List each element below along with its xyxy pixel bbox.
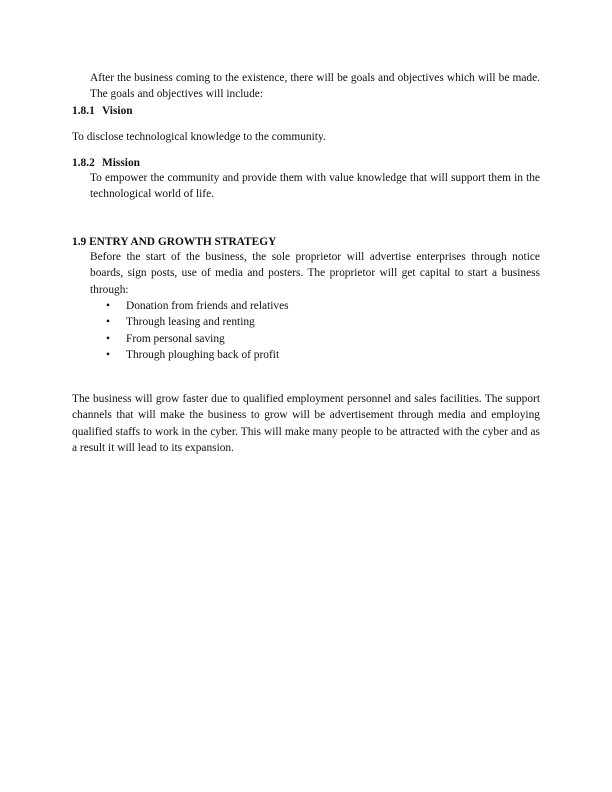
intro-paragraph: After the business coming to the existence, there will be goals and objectives which will be made. The goals and objectives will include: — [90, 72, 540, 101]
vision-text: To disclose technological knowledge to the community. — [72, 131, 326, 143]
vision-heading — [72, 103, 540, 119]
vision-number: 1.8.1 — [72, 105, 95, 117]
list-item: • From personal saving — [90, 331, 540, 347]
capital-sources-list — [90, 298, 540, 364]
strategy-paragraph: Before the start of the business, the sole proprietor will advertise enterprises through notice boards, sign posts, use of media and posters. The proprietor will get capital to start a business through: — [90, 251, 540, 296]
bullet-icon: • — [106, 300, 110, 312]
mission-heading — [72, 155, 540, 171]
bullet-icon: • — [106, 332, 110, 345]
bullet-icon: • — [106, 349, 110, 362]
bullet-icon: • — [106, 316, 110, 329]
mission-number: 1.8.2 — [72, 157, 95, 169]
list-item: • Through leasing and renting — [90, 314, 540, 330]
mission-title: Mission — [102, 157, 140, 169]
growth-paragraph: The business will grow faster due to qualified employment personnel and sales facilities. The support channels that will make the business to grow will be advertisement through media and employing qualified staffs to work in the cyber. This will make many people to be attracted with the cyber and as a result it will lead to its expansion. — [72, 393, 540, 455]
strategy-heading: 1.9 ENTRY AND GROWTH STRATEGY — [72, 236, 277, 248]
list-item: • Through ploughing back of profit — [90, 347, 540, 363]
vision-title: Vision — [102, 105, 133, 117]
list-item: • Donation from friends and relatives — [90, 298, 540, 314]
mission-text: To empower the community and provide them with value knowledge that will support them in the technological world of life. — [90, 172, 540, 201]
